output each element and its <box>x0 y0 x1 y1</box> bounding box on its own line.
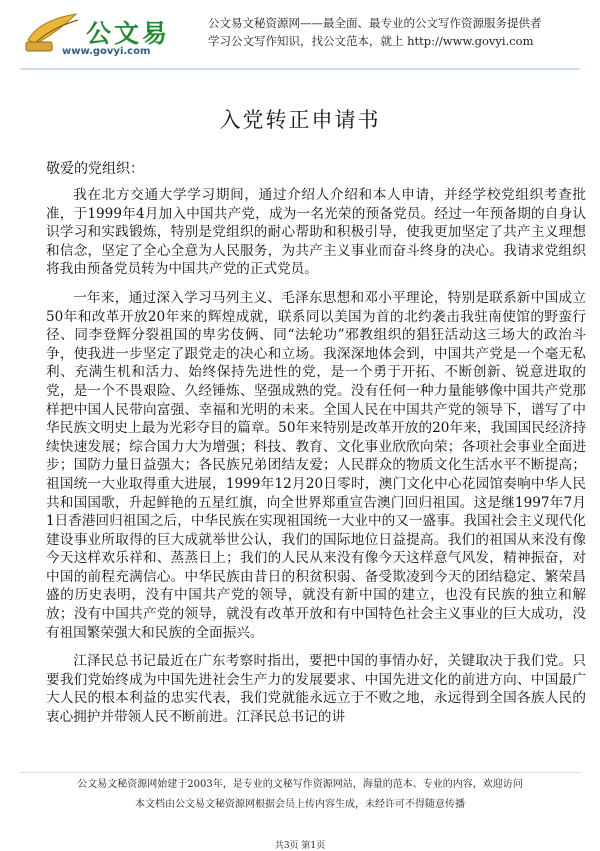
site-slogan <box>208 14 593 50</box>
document-title: 入党转正申请书 <box>219 108 381 132</box>
footer-line-2: 本文档由公文易文秘资源网根据会员上传内容生成，未经许可不得随意传播 <box>135 799 465 810</box>
site-header <box>0 0 600 72</box>
paragraph-3: 江泽民总书记最近在广东考察时指出，要把中国的事情办好，关键取决于我们党。只要我们党始终成为中国先进社会生产力的发展要求、中国先进文化的前进方向、中国最广大人民的根本利益的忠实代表，我们党就能永远立于不败之地，永远得到全国各族人民的衷心拥护并带领人民不断前进。江泽民总书记的讲 <box>46 653 586 726</box>
logo-url[interactable]: www.govyi.com <box>62 46 151 57</box>
document-body <box>46 186 586 737</box>
header-divider <box>20 68 580 70</box>
paragraph-1: 我在北方交通大学学习期间，通过介绍人介绍和本人申请，并经学校党组织考查批准，于1999年4月加入中国共产党，成为一名光荣的预备党员。经过一年预备期的自身认识学习和实践锻炼，特别是党组织的耐心帮助和积极引导，使我更加坚定了共产主义理想和信念，坚定了全心全意为人民服务，为共产主义事业而奋斗终身的决心。我请求党组织将我由预备党员转为中国共产党的正式党员。 <box>46 187 586 278</box>
paragraph-2: 一年来，通过深入学习马列主义、毛泽东思想和邓小平理论，特别是联系新中国成立50年和改革开放20年来的辉煌成就，联系同以美国为首的北约袭击我驻南使馆的野蛮行径、同李登辉分裂祖国的卑劣伎俩、同“法轮功”邪教组织的猖狂活动这三场大的政治斗争，使我进一步坚定了跟党走的决心和立场。我深深地体会到，中国共产党是一个毫无私利、充满生机和活力、始终保持先进性的党，是一个勇于开拓、不断创新、锐意进取的党，是一个不畏艰险、久经锤炼、坚强成熟的党。没有任何一种力量能够像中国共产党那样把中国人民带向富强、幸福和光明的未来。全国人民在中国共产党的领导下，谱写了中华民族文明史上最为光彩夺目的篇章。50年来特别是改革开放的20年来，我国国民经济持续快速发展；综合国力大为增强；科技、教育、文化事业欣欣向荣；各项社会事业全面进步；国防力量日益强大；各民族兄弟团结友爱；人民群众的物质文化生活水平不断提高；祖国统一大业取得重大进展，1999年12月20日零时，澳门文化中心花园馆奏响中华人民共和国国歌，升起鲜艳的五星红旗，向全世界郑重宣告澳门回归祖国。这是继1997年7月1日香港回归祖国之后，中华民族在实现祖国统一大业中的又一盛事。我国社会主义现代化建设事业所取得的巨大成就举世公认，我们的国际地位日益提高。我们的祖国从来没有像今天这样欢乐祥和、蒸蒸日上；我们的人民从来没有像今天这样意气风发，精神振奋，对中国的前程充满信心。中华民族由昔日的积贫积弱、备受欺凌到今天的团结稳定、繁荣昌盛的历史表明，没有中国共产党的领导，就没有新中国的建立，也没有民族的独立和解放；没有中国共产党的领导，就没有改革开放和有中国特色社会主义事业的巨大成功，没有祖国繁荣强大和民族的全面振兴。 <box>46 289 586 641</box>
logo-text: 公文易 <box>86 19 171 48</box>
footer-divider <box>20 772 580 773</box>
salutation: 敬爱的党组织： <box>46 161 144 177</box>
slogan-line-2[interactable]: 学习公文写作知识，找公文范本，就上 http://www.govyi.com <box>208 34 534 48</box>
site-logo[interactable] <box>22 10 192 62</box>
footer-line-1: 公文易文秘资源网始建于2003年，是专业的文秘写作资源网站，海量的范本、专业的内容，欢迎访问 <box>77 779 523 790</box>
slogan-line-1: 公文易文秘资源网——最全面、最专业的公文写作资源服务提供者 <box>208 16 542 30</box>
site-footer <box>0 775 600 815</box>
page-indicator: 共3页 第1页 <box>274 841 326 851</box>
